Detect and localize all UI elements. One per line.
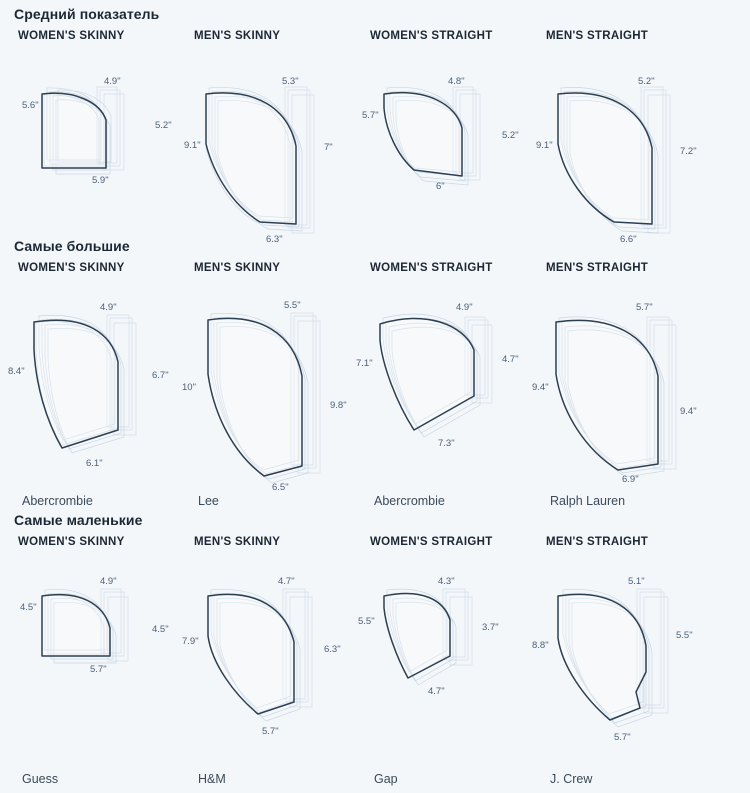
dim-bottom: 6.3" [266,234,283,245]
dim-left: 8.4" [8,366,25,377]
section-title-smallest: Самые маленькие [14,512,143,528]
chart-cell-title: MEN'S SKINNY [194,262,281,274]
dim-right: 5.2" [155,120,172,131]
dim-left: 10" [182,382,196,393]
chart-cell [528,262,706,508]
chart-cell [0,30,178,245]
chart-cell [352,262,530,508]
chart-cell-title: MEN'S STRAIGHT [546,262,649,274]
chart-cell-title: WOMEN'S SKINNY [18,536,125,548]
chart-row-smallest [0,536,750,786]
chart-cell-title: WOMEN'S STRAIGHT [370,536,493,548]
dim-bottom: 5.7" [90,664,107,675]
dim-left: 9.1" [184,140,201,151]
dim-right: 6.7" [152,370,169,381]
chart-cell [176,30,354,245]
dim-right: 7" [324,142,333,153]
dim-top: 4.9" [456,302,473,313]
dim-left: 9.4" [532,382,549,393]
chart-cell [352,536,530,786]
dim-top: 4.7" [278,576,295,587]
chart-cell-title: WOMEN'S SKINNY [18,262,125,274]
dim-right: 3.7" [482,622,499,633]
brand-label: Gap [374,772,398,786]
chart-row-average [0,30,750,245]
dim-right: 7.2" [680,146,697,157]
pocket-diagram [528,46,706,246]
dim-bottom: 7.3" [438,438,455,449]
chart-cell [0,262,178,508]
pocket-diagram [0,552,178,752]
dim-bottom: 6.6" [620,234,637,245]
pocket-diagram [352,278,530,488]
dim-right: 9.8" [330,400,347,411]
pocket-diagram [0,46,178,236]
dim-top: 5.1" [628,576,645,587]
pocket-diagram [352,552,530,752]
chart-row-largest [0,262,750,508]
brand-label: Lee [198,494,219,508]
dim-right: 5.2" [502,130,519,141]
dim-bottom: 5.7" [262,726,279,737]
dim-bottom: 5.9" [92,175,109,186]
section-title-average: Средний показатель [14,6,160,22]
brand-label: H&M [198,772,226,786]
brand-label: Abercrombie [374,494,445,508]
pocket-diagram [352,46,530,236]
dim-left: 4.5" [20,602,37,613]
pocket-diagram [176,552,354,752]
pocket-diagram [0,278,178,488]
dim-right: 4.5" [152,624,169,635]
chart-cell [528,536,706,786]
pocket-diagram [528,278,706,488]
dim-bottom: 6.9" [622,474,639,485]
dim-left: 5.5" [358,616,375,627]
dim-top: 4.9" [100,302,117,313]
dim-top: 4.9" [100,576,117,587]
chart-cell [176,536,354,786]
chart-cell-title: WOMEN'S SKINNY [18,30,125,42]
dim-left: 9.1" [536,140,553,151]
dim-right: 4.7" [502,354,519,365]
dim-left: 8.8" [532,640,549,651]
chart-cell [176,262,354,508]
dim-bottom: 4.7" [428,686,445,697]
dim-right: 9.4" [680,406,697,417]
pocket-diagram [176,278,354,493]
chart-cell-title: MEN'S STRAIGHT [546,536,649,548]
chart-cell-title: WOMEN'S STRAIGHT [370,262,493,274]
chart-cell-title: MEN'S STRAIGHT [546,30,649,42]
brand-label: Ralph Lauren [550,494,626,508]
dim-top: 5.2" [638,76,655,87]
dim-top: 5.5" [284,300,301,311]
dim-bottom: 5.7" [614,732,631,743]
chart-cell [528,30,706,245]
chart-cell-title: MEN'S SKINNY [194,536,281,548]
chart-cell-title: MEN'S SKINNY [194,30,281,42]
section-title-largest: Самые большие [14,238,130,254]
brand-label: Abercrombie [22,494,93,508]
dim-bottom: 6.5" [272,482,289,493]
dim-top: 5.3" [282,76,299,87]
brand-label: J. Crew [550,772,593,786]
dim-bottom: 6.1" [86,458,103,469]
dim-left: 5.7" [362,110,379,121]
dim-right: 6.3" [324,644,341,655]
dim-bottom: 6" [436,181,445,192]
dim-top: 4.8" [448,76,465,87]
dim-left: 7.9" [182,636,199,647]
chart-cell [352,30,530,245]
dim-left: 7.1" [356,358,373,369]
chart-cell-title: WOMEN'S STRAIGHT [370,30,493,42]
pocket-diagram [528,552,706,752]
pocket-diagram [176,46,354,246]
dim-top: 4.3" [438,576,455,587]
dim-top: 4.9" [104,76,121,87]
dim-left: 5.6" [22,100,39,111]
dim-top: 5.7" [636,302,653,313]
chart-cell [0,536,178,786]
dim-right: 5.5" [676,630,693,641]
brand-label: Guess [22,772,59,786]
